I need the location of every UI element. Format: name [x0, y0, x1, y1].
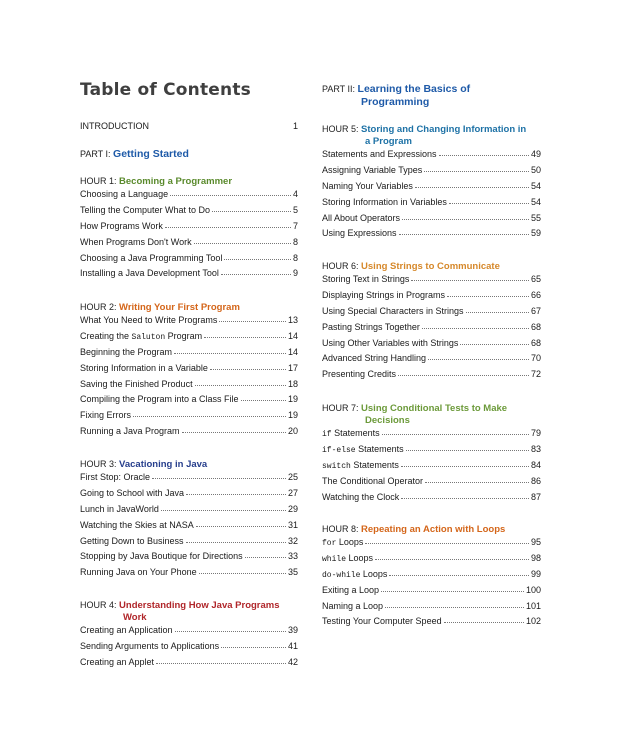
leader-dots: [389, 574, 529, 576]
toc-entry[interactable]: [80, 331, 298, 347]
entry-text: Storing Information in Variables: [322, 196, 447, 207]
entry-label: [322, 197, 447, 207]
entry-label: [80, 504, 159, 514]
leader-dots: [401, 497, 529, 499]
entry-text: Creating an Application: [80, 625, 173, 635]
entry-text: Statements and Expressions: [322, 149, 437, 159]
toc-entry[interactable]: [322, 197, 541, 213]
entry-page: 4: [292, 189, 298, 199]
leader-dots: [194, 242, 291, 244]
entry-text: Running Java on Your Phone: [80, 567, 197, 578]
entry-text: When Programs Don't Work: [80, 236, 192, 247]
toc-entry[interactable]: [322, 616, 541, 632]
entry-label: [322, 428, 380, 439]
toc-entry[interactable]: [322, 492, 541, 508]
entry-page: 68: [530, 337, 541, 348]
page-title: Table of Contents: [80, 80, 251, 100]
entry-label: [322, 601, 383, 611]
leader-dots: [449, 202, 529, 204]
entry-text: Storing Information in a Variable: [80, 362, 208, 373]
hour-prefix: HOUR 7:: [322, 403, 359, 413]
toc-entry[interactable]: [80, 567, 298, 583]
entry-text: Creating an Applet: [80, 656, 155, 667]
toc-entry[interactable]: [80, 237, 298, 253]
toc-entry[interactable]: [80, 221, 298, 237]
entry-label: [80, 625, 173, 635]
entry-page: 54: [530, 196, 541, 207]
toc-entry[interactable]: [80, 379, 298, 395]
entry-label: [80, 567, 197, 577]
hour-prefix: HOUR 1:: [80, 176, 117, 186]
entry-code: for: [322, 539, 337, 548]
part-heading[interactable]: [80, 148, 189, 160]
part-title: Getting Started: [113, 148, 189, 160]
entry-text: Watching the Clock: [322, 491, 400, 502]
leader-dots: [460, 343, 529, 345]
entry-page: 67: [530, 305, 541, 316]
leader-dots: [199, 572, 286, 574]
entry-label: [322, 569, 387, 580]
entry-page: 33: [287, 551, 298, 562]
entry-text: First Stop: Oracle: [80, 472, 151, 482]
entry-text: The Conditional Operator: [322, 475, 424, 486]
leader-dots: [406, 449, 529, 451]
entry-page: 68: [530, 321, 541, 332]
leader-dots: [415, 186, 529, 188]
entry-label: [80, 237, 192, 247]
entry-page: 95: [530, 537, 541, 547]
leader-dots: [424, 170, 529, 172]
entry-text: Program: [165, 330, 203, 341]
toc-entry[interactable]: [322, 149, 541, 165]
entry-page: 29: [287, 503, 298, 514]
entry-page: 8: [292, 236, 298, 247]
hour-title-line2: Work: [123, 612, 147, 623]
entry-page: 87: [530, 491, 541, 502]
entry-page: 1: [292, 121, 298, 131]
entry-text: Using Expressions: [322, 228, 397, 239]
entry-text: Testing Your Computer Speed: [322, 616, 442, 627]
entry-page: 14: [287, 330, 298, 341]
toc-entry[interactable]: [322, 428, 541, 444]
entry-page: 31: [287, 519, 298, 530]
entry-label: [322, 492, 399, 502]
entry-page: 70: [530, 353, 541, 364]
leader-dots: [411, 279, 529, 281]
entry-page: 13: [287, 315, 298, 325]
entry-page: 19: [287, 394, 298, 405]
entry-list: [80, 625, 298, 673]
entry-page: 19: [287, 410, 298, 421]
entry-text: Storing Text in Strings: [322, 274, 410, 284]
toc-entry[interactable]: [322, 369, 541, 385]
entry-code: if: [322, 430, 332, 439]
hour-title-line1: Understanding How Java Programs: [119, 600, 280, 611]
toc-entry[interactable]: [322, 460, 541, 476]
entry-page: 7: [292, 220, 298, 231]
leader-dots: [382, 433, 529, 435]
entry-label: [80, 536, 184, 546]
entry-page: 50: [530, 164, 541, 175]
entry-page: 18: [287, 378, 298, 389]
leader-dots: [196, 525, 286, 527]
leader-dots: [439, 154, 529, 156]
leader-dots: [175, 630, 286, 632]
entry-page: 99: [530, 568, 541, 579]
entry-page: 42: [287, 656, 298, 667]
entry-page: 39: [287, 625, 298, 635]
entry-text: Watching the Skies at NASA: [80, 519, 194, 530]
leader-dots: [219, 320, 286, 322]
entry-label: [80, 426, 180, 436]
entry-text: Advanced String Handling: [322, 353, 427, 364]
entry-label: [80, 331, 202, 342]
entry-label: [322, 553, 373, 564]
entry-label: [322, 476, 423, 486]
entry-text: Choosing a Language: [80, 189, 169, 199]
entry-text: Statements: [350, 459, 399, 470]
entry-page: 54: [530, 180, 541, 191]
entry-page: 8: [292, 252, 298, 263]
entry-page: 59: [530, 228, 541, 239]
entry-label: [322, 213, 400, 223]
entry-page: 86: [530, 475, 541, 486]
leader-dots: [428, 358, 529, 360]
entry-text: Naming Your Variables: [322, 180, 413, 191]
leader-dots: [152, 477, 286, 479]
entry-page: 35: [287, 567, 298, 578]
hour-title: Vacationing in Java: [119, 459, 208, 470]
entry-page: 55: [530, 212, 541, 223]
entry-text: Presenting Credits: [322, 369, 397, 380]
leader-dots: [466, 311, 529, 313]
hour-prefix: HOUR 8:: [322, 524, 359, 534]
leader-dots: [241, 399, 286, 401]
entry-page: 72: [530, 369, 541, 380]
entry-text: Fixing Errors: [80, 410, 132, 421]
entry-label: [80, 221, 163, 231]
entry-text: Pasting Strings Together: [322, 321, 420, 332]
entry-list: [80, 189, 298, 284]
toc-entry[interactable]: [322, 306, 541, 322]
leader-dots: [425, 481, 529, 483]
leader-dots: [399, 233, 529, 235]
leader-dots: [385, 606, 524, 608]
leader-dots: [165, 226, 291, 228]
entry-label: [322, 444, 404, 455]
entry-text: Going to School with Java: [80, 487, 185, 498]
entry-label: [80, 551, 243, 561]
hour-prefix: HOUR 2:: [80, 302, 117, 312]
entry-page: 14: [287, 346, 298, 357]
leader-dots: [402, 218, 529, 220]
entry-page: 20: [287, 426, 298, 437]
toc-entry[interactable]: [322, 444, 541, 460]
entry-text: Loops: [360, 568, 388, 579]
entry-text: Creating the: [80, 330, 132, 341]
entry-page: 9: [292, 268, 298, 279]
toc-entry[interactable]: [80, 363, 298, 379]
entry-label: [80, 315, 217, 325]
entry-text: All About Operators: [322, 212, 401, 223]
entry-text: Exiting a Loop: [322, 584, 380, 595]
toc-entry[interactable]: [322, 165, 541, 181]
entry-text: Loops: [336, 537, 364, 547]
toc-entry[interactable]: [80, 657, 298, 673]
toc-entry[interactable]: [80, 536, 298, 552]
leader-dots: [447, 295, 529, 297]
entry-text: How Programs Work: [80, 220, 163, 231]
hour-title-line2: Decisions: [365, 415, 410, 426]
hour-heading[interactable]: [80, 301, 240, 314]
entry-text: Assigning Variable Types: [322, 164, 423, 175]
entry-page: 100: [525, 584, 541, 595]
entry-label: [322, 585, 379, 595]
toc-entry[interactable]: [80, 641, 298, 657]
hour-prefix: HOUR 6:: [322, 261, 359, 271]
hour-prefix: HOUR 5:: [322, 124, 359, 134]
toc-entry[interactable]: [80, 268, 298, 284]
hour-heading[interactable]: [322, 523, 505, 536]
leader-dots: [221, 646, 286, 648]
entry-text: Compiling the Program into a Class File: [80, 394, 239, 405]
entry-label: [80, 410, 131, 420]
toc-entry[interactable]: [322, 569, 541, 585]
entry-label: [322, 306, 464, 316]
hour-title: Writing Your First Program: [119, 302, 240, 313]
entry-page: 5: [292, 204, 298, 215]
leader-dots: [204, 336, 286, 338]
entry-label: [322, 369, 396, 379]
toc-entry[interactable]: [322, 601, 541, 617]
entry-label: [80, 253, 222, 263]
leader-dots: [401, 465, 529, 467]
hour-title: Becoming a Programmer: [119, 176, 233, 187]
leader-dots: [224, 258, 291, 260]
hour-heading[interactable]: [322, 260, 500, 273]
entry-label: [322, 616, 442, 626]
part-prefix: PART II:: [322, 84, 356, 94]
leader-dots: [381, 590, 524, 592]
toc-entry[interactable]: [80, 394, 298, 410]
entry-label: [322, 353, 426, 363]
entry-label: [80, 520, 194, 530]
entry-text: Loops: [346, 552, 374, 563]
leader-dots: [182, 431, 286, 433]
toc-entry[interactable]: [80, 410, 298, 426]
hour-title-line1: Storing and Changing Information in: [361, 124, 527, 135]
toc-entry[interactable]: [322, 553, 541, 569]
entry-text: Naming a Loop: [322, 600, 384, 611]
toc-entry[interactable]: [322, 476, 541, 492]
toc-entry[interactable]: [80, 551, 298, 567]
hour-heading[interactable]: [322, 402, 507, 427]
entry-label: [322, 338, 458, 348]
entry-label: [80, 657, 154, 667]
toc-entry[interactable]: [322, 228, 541, 244]
hour-title-line2: a Program: [365, 136, 412, 147]
entry-label: INTRODUCTION: [80, 121, 149, 131]
entry-label: [322, 274, 409, 284]
entry-label: [80, 189, 168, 199]
entry-label: [322, 165, 422, 175]
entry-text: Stopping by Java Boutique for Directions: [80, 551, 243, 562]
entry-label: [80, 205, 210, 215]
entry-list: [322, 428, 541, 507]
toc-entry[interactable]: [322, 274, 541, 290]
entry-label: [80, 472, 150, 482]
toc-entry[interactable]: [80, 205, 298, 221]
entry-code: switch: [322, 461, 351, 471]
entry-label: [322, 537, 363, 548]
toc-entry[interactable]: [80, 625, 298, 641]
entry-label: [80, 268, 219, 278]
entry-code: if-else: [322, 445, 356, 455]
hour-heading[interactable]: [80, 599, 280, 624]
toc-entry[interactable]: [322, 585, 541, 601]
entry-list: [322, 274, 541, 385]
hour-heading[interactable]: [322, 123, 526, 148]
toc-entry[interactable]: [80, 315, 298, 331]
entry-list: [80, 472, 298, 583]
leader-dots: [212, 210, 291, 212]
entry-label: [80, 394, 239, 404]
leader-dots: [365, 542, 529, 544]
entry-code: while: [322, 554, 347, 564]
leader-dots: [422, 327, 529, 329]
toc-entry[interactable]: [80, 189, 298, 205]
entry-page: 98: [530, 552, 541, 563]
toc-entry[interactable]: [80, 488, 298, 504]
entry-page: 17: [287, 362, 298, 373]
leader-dots: [221, 273, 291, 275]
entry-code: do-while: [322, 570, 361, 580]
entry-text: Displaying Strings in Programs: [322, 289, 446, 300]
toc-entry[interactable]: [80, 504, 298, 520]
entry-text: Telling the Computer What to Do: [80, 204, 211, 215]
toc-entry[interactable]: [322, 213, 541, 229]
entry-page: 102: [525, 616, 541, 627]
leader-dots: [133, 415, 286, 417]
part-prefix: PART I:: [80, 149, 111, 159]
leader-dots: [375, 558, 529, 560]
hour-title: Using Strings to Communicate: [361, 261, 500, 272]
toc-entry[interactable]: [322, 181, 541, 197]
entry-list: [322, 537, 541, 632]
leader-dots: [156, 662, 286, 664]
part-title-line2: Programming: [361, 96, 430, 108]
entry-page: 65: [530, 274, 541, 284]
entry-text: Using Special Characters in Strings: [322, 305, 464, 316]
leader-dots: [398, 374, 529, 376]
leader-dots: [245, 556, 286, 558]
entry-text: Sending Arguments to Applications: [80, 640, 220, 651]
hour-title: Repeating an Action with Loops: [361, 524, 506, 535]
entry-text: Using Other Variables with Strings: [322, 337, 459, 348]
entry-label: [80, 363, 208, 373]
leader-dots: [161, 509, 286, 511]
leader-dots: [186, 541, 286, 543]
entry-label: [80, 488, 184, 498]
entry-label: [80, 347, 172, 357]
entry-text: What You Need to Write Programs: [80, 315, 218, 325]
entry-text: Beginning the Program: [80, 346, 173, 357]
toc-entry[interactable]: [80, 426, 298, 442]
leader-dots: [170, 194, 291, 196]
entry-label: [80, 379, 193, 389]
entry-label: [322, 149, 437, 159]
entry-label: [322, 322, 420, 332]
entry-text: Running a Java Program: [80, 426, 180, 437]
toc-entry[interactable]: [80, 347, 298, 363]
part-title-line1: Learning the Basics of: [357, 83, 471, 95]
entry-list: [80, 315, 298, 442]
toc-entry[interactable]: [322, 537, 541, 553]
leader-dots: [195, 384, 286, 386]
toc-entry[interactable]: [322, 353, 541, 369]
entry-page: 32: [287, 535, 298, 546]
entry-page: 41: [287, 640, 298, 651]
entry-text: Installing a Java Development Tool: [80, 268, 219, 279]
entry-text: Getting Down to Business: [80, 535, 184, 546]
entry-page: 27: [287, 487, 298, 498]
hour-heading[interactable]: [80, 175, 232, 188]
leader-dots: [444, 621, 524, 623]
entry-text: Lunch in JavaWorld: [80, 503, 159, 514]
entry-label: [322, 181, 413, 191]
entry-page: 66: [530, 289, 541, 300]
hour-prefix: HOUR 3:: [80, 459, 117, 469]
toc-entry[interactable]: [322, 290, 541, 306]
entry-label: [322, 460, 399, 471]
entry-text: Statements: [355, 443, 404, 454]
entry-label: [80, 641, 219, 651]
entry-page: 101: [525, 600, 541, 611]
toc-entry[interactable]: [322, 338, 541, 354]
toc-entry[interactable]: [80, 472, 298, 488]
toc-entry[interactable]: [80, 520, 298, 536]
toc-entry-introduction[interactable]: [80, 121, 298, 131]
part-heading[interactable]: [322, 83, 470, 109]
leader-dots: [210, 368, 286, 370]
entry-page: 79: [530, 428, 541, 438]
leader-dots: [186, 493, 286, 495]
hour-title-line1: Using Conditional Tests to Make: [361, 403, 508, 414]
hour-heading[interactable]: [80, 458, 207, 471]
entry-label: [322, 228, 397, 238]
entry-page: 25: [287, 472, 298, 482]
entry-page: 49: [530, 149, 541, 159]
entry-page: 84: [530, 459, 541, 470]
toc-entry[interactable]: [322, 322, 541, 338]
entry-text: Choosing a Java Programming Tool: [80, 252, 223, 263]
entry-page: 83: [530, 443, 541, 454]
entry-text: Saving the Finished Product: [80, 378, 193, 389]
entry-list: [322, 149, 541, 244]
entry-label: [322, 290, 445, 300]
entry-code: Saluton: [131, 332, 166, 342]
leader-dots: [174, 352, 286, 354]
entry-text: Statements: [331, 428, 380, 438]
hour-prefix: HOUR 4:: [80, 600, 117, 610]
toc-entry[interactable]: [80, 253, 298, 269]
